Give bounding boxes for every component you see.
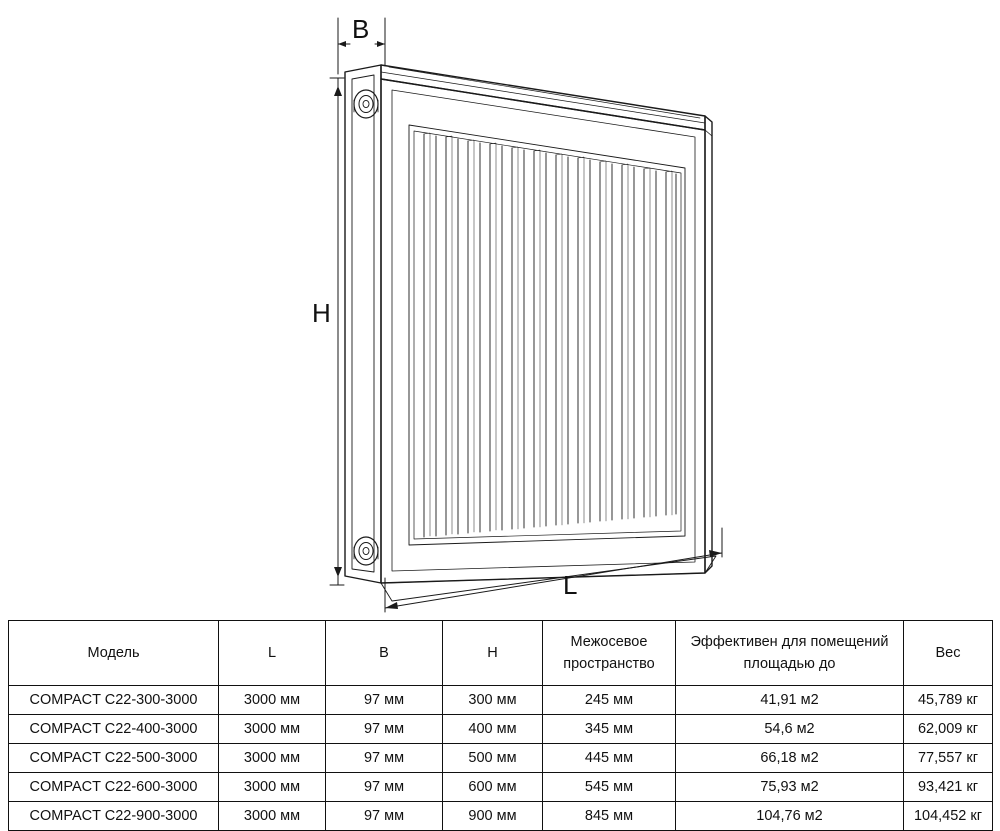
cell-model: COMPACT C22-300-3000: [9, 686, 219, 715]
cell-h: 900 мм: [443, 802, 543, 831]
cell-axial: 845 мм: [543, 802, 676, 831]
dimension-h-lines: [330, 78, 344, 585]
table-header-effective-area: [676, 621, 904, 686]
radiator-left-side-panel: [345, 65, 381, 583]
cell-l: 3000 мм: [219, 686, 326, 715]
dimension-label-l: L: [563, 570, 578, 600]
cell-b: 97 мм: [326, 773, 443, 802]
cell-model: COMPACT C22-900-3000: [9, 802, 219, 831]
table-row: [9, 802, 993, 831]
cell-h: 400 мм: [443, 715, 543, 744]
cell-b: 97 мм: [326, 715, 443, 744]
table-header-row: [9, 621, 993, 686]
dimension-label-h: H: [312, 298, 331, 328]
cell-l: 3000 мм: [219, 744, 326, 773]
cell-model: COMPACT C22-400-3000: [9, 715, 219, 744]
cell-h: 600 мм: [443, 773, 543, 802]
dimension-label-b: B: [352, 14, 370, 44]
specification-table: [8, 620, 993, 831]
radiator-top-cover: [381, 65, 705, 130]
cell-weight: 62,009 кг: [904, 715, 993, 744]
table-header-b: B: [326, 621, 443, 686]
cell-h: 500 мм: [443, 744, 543, 773]
cell-h: 300 мм: [443, 686, 543, 715]
table-row: [9, 744, 993, 773]
cell-b: 97 мм: [326, 744, 443, 773]
radiator-right-edge: [705, 116, 712, 573]
table-row: [9, 715, 993, 744]
cell-axial: 345 мм: [543, 715, 676, 744]
table-row: [9, 773, 993, 802]
table-header-area-line2: площадью до: [743, 656, 836, 672]
radiator-fins: [424, 133, 676, 537]
cell-axial: 445 мм: [543, 744, 676, 773]
table-header-axial-spacing: [543, 621, 676, 686]
cell-l: 3000 мм: [219, 802, 326, 831]
cell-area: 104,76 м2: [676, 802, 904, 831]
cell-model: COMPACT C22-600-3000: [9, 773, 219, 802]
table-header: [9, 621, 993, 686]
table-header-axial-line2: пространство: [563, 656, 655, 672]
table-header-area-line1: Эффективен для помещений: [690, 633, 889, 650]
cell-weight: 77,557 кг: [904, 744, 993, 773]
cell-l: 3000 мм: [219, 715, 326, 744]
cell-axial: 245 мм: [543, 686, 676, 715]
cell-weight: 45,789 кг: [904, 686, 993, 715]
table-header-h: H: [443, 621, 543, 686]
cell-b: 97 мм: [326, 686, 443, 715]
table-header-axial-line1: Межосевое: [570, 633, 648, 650]
cell-l: 3000 мм: [219, 773, 326, 802]
cell-weight: 93,421 кг: [904, 773, 993, 802]
table-row: [9, 686, 993, 715]
cell-weight: 104,452 кг: [904, 802, 993, 831]
table-body: [9, 686, 993, 831]
cell-area: 41,91 м2: [676, 686, 904, 715]
cell-area: 54,6 м2: [676, 715, 904, 744]
cell-b: 97 мм: [326, 802, 443, 831]
cell-area: 75,93 м2: [676, 773, 904, 802]
table-header-weight: Вес: [904, 621, 993, 686]
table-header-model: Модель: [9, 621, 219, 686]
cell-model: COMPACT C22-500-3000: [9, 744, 219, 773]
cell-area: 66,18 м2: [676, 744, 904, 773]
cell-axial: 545 мм: [543, 773, 676, 802]
table-header-l: L: [219, 621, 326, 686]
